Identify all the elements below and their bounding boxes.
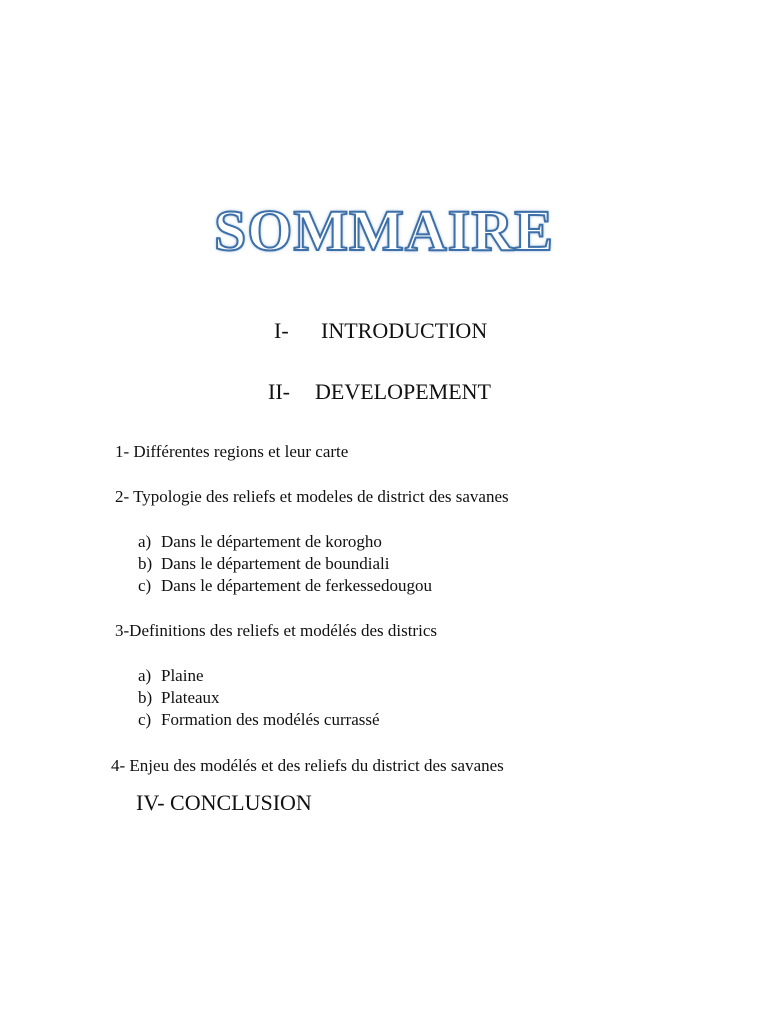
section-conclusion: IV- CONCLUSION (136, 790, 312, 815)
section-introduction (274, 318, 487, 344)
toc-item-2: 2- Typologie des reliefs et modeles de district des savanes (115, 487, 509, 506)
document-title: SOMMAIRE (214, 198, 554, 263)
subitem-text: Dans le département de korogho (161, 532, 382, 551)
subitem-letter: c) (138, 710, 152, 729)
section-number: I- (274, 318, 289, 343)
section-label: DEVELOPEMENT (315, 379, 491, 404)
toc-subitem (138, 553, 389, 575)
subitem-text: Plateaux (161, 688, 220, 707)
toc-item-3: 3-Definitions des reliefs et modélés des districs (115, 621, 437, 640)
toc-item-4: 4- Enjeu des modélés et des reliefs du district des savanes (111, 756, 504, 775)
subitem-letter: c) (138, 576, 152, 595)
subitem-letter: a) (138, 666, 152, 685)
subitem-text: Dans le département de ferkessedougou (161, 576, 432, 595)
section-number: II- (268, 379, 290, 404)
section-developement (268, 379, 491, 405)
toc-item-1: 1- Différentes regions et leur carte (115, 442, 349, 461)
toc-subitem (138, 709, 380, 731)
subitem-letter: b) (138, 554, 153, 573)
subitem-text: Formation des modélés currassé (161, 710, 380, 729)
subitem-text: Dans le département de boundiali (161, 554, 390, 573)
toc-subitem (138, 531, 382, 553)
subitem-text: Plaine (161, 666, 204, 685)
toc-subitem (138, 665, 204, 687)
subitem-letter: a) (138, 532, 152, 551)
toc-subitem (138, 575, 432, 597)
toc-subitem (138, 687, 220, 709)
section-label: INTRODUCTION (321, 318, 488, 343)
subitem-letter: b) (138, 688, 153, 707)
